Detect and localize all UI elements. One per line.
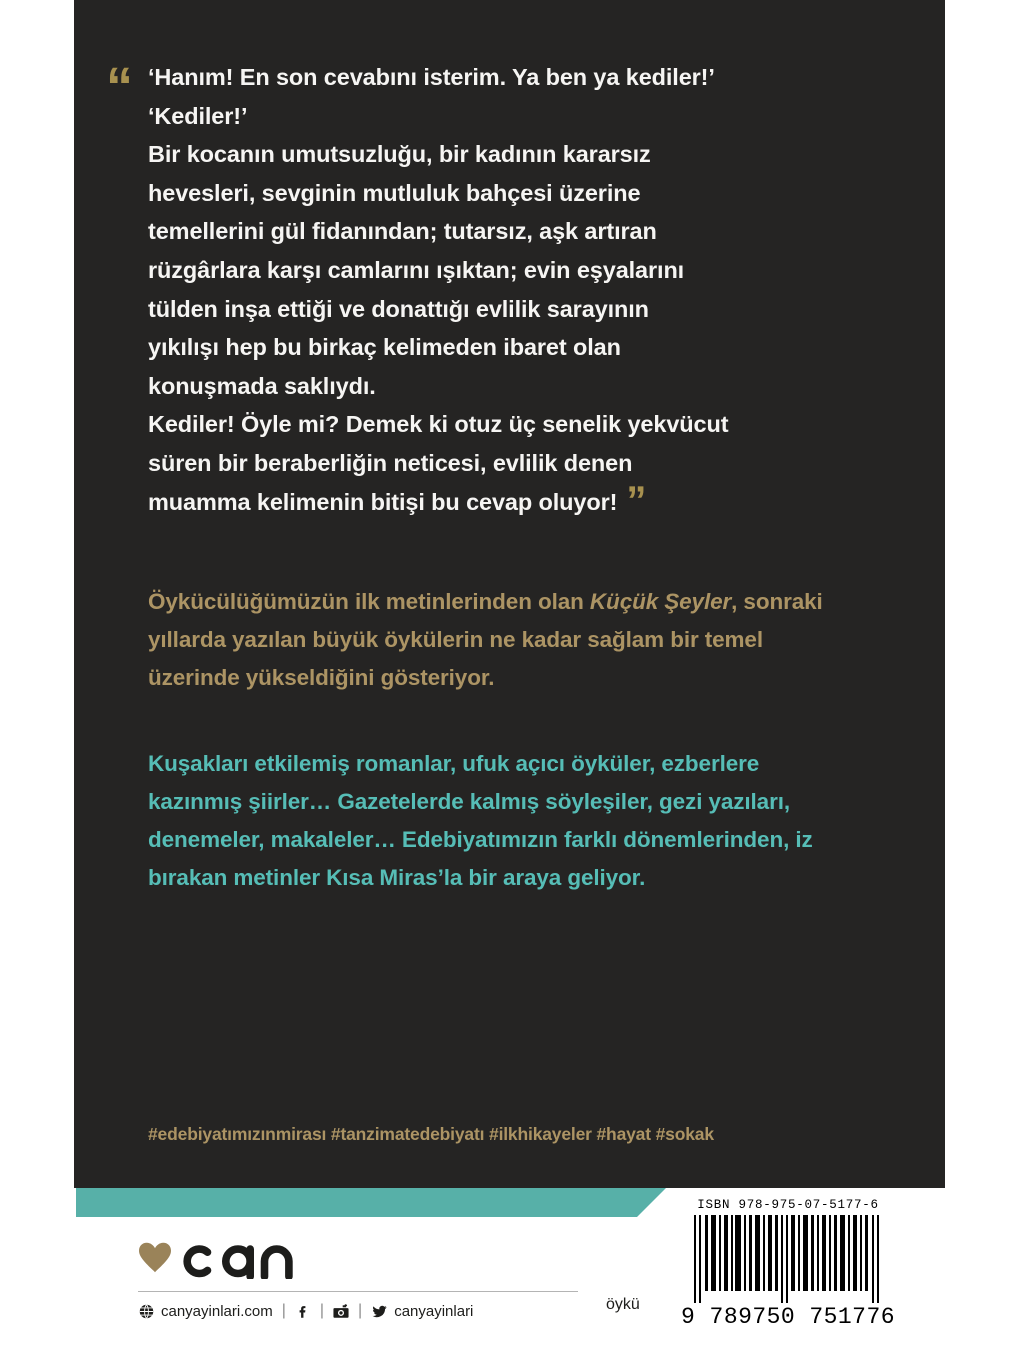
facebook-icon[interactable] bbox=[295, 1303, 311, 1319]
isbn-number-label: ISBN 978-975-07-5177-6 bbox=[697, 1198, 879, 1212]
book-title-italic: Küçük Şeyler bbox=[589, 589, 732, 614]
quote-text bbox=[76, 58, 729, 523]
isbn-barcode bbox=[680, 1190, 896, 1352]
blurb-teal-line: kazınmış şiirler… Gazetelerde kalmış söyleşiler, gezi yazıları, bbox=[148, 789, 791, 814]
publisher-block bbox=[138, 1232, 608, 1320]
quote-line: hevesleri, sevginin mutluluk bahçesi üzerine bbox=[148, 179, 641, 206]
social-links-row bbox=[138, 1302, 608, 1320]
quote-line: ‘Hanım! En son cevabını isterim. Ya ben ya kediler!’ bbox=[148, 64, 715, 90]
barcode-bars bbox=[690, 1215, 886, 1303]
instagram-icon[interactable] bbox=[333, 1303, 349, 1319]
blurb-paragraph-teal bbox=[148, 745, 868, 897]
quote-line: temellerini gül fidanından; tutarsız, aşk artıran bbox=[148, 218, 657, 245]
blurb-teal-line: Kuşakları etkilemiş romanlar, ufuk açıcı öyküler, ezberlere bbox=[148, 751, 760, 776]
quote-line: yıkılışı hep bu birkaç kelimeden ibaret olan bbox=[148, 334, 621, 361]
quote-line: ‘Kediler!’ bbox=[148, 102, 248, 129]
quote-line: konuşmada saklıydı. bbox=[148, 372, 376, 399]
social-handle-label[interactable]: canyayinlari bbox=[394, 1302, 474, 1320]
quote-line-text: muamma kelimenin bitişi bu cevap oluyor! bbox=[148, 488, 618, 515]
open-quote-icon: “ bbox=[106, 57, 132, 117]
quote-line: Bir kocanın umutsuzluğu, bir kadının kararsız bbox=[148, 141, 651, 168]
blurb-teal-line: denemeler, makaleler… Edebiyatımızın farklı dönemlerinden, iz bbox=[148, 827, 813, 852]
quote-line: rüzgârlara karşı camlarını ışıktan; evin eşyalarını bbox=[148, 256, 685, 283]
quote-line-last: muamma kelimenin bitişi bu cevap oluyor! ” bbox=[148, 478, 647, 523]
blurb-tan-line-2: yıllarda yazılan büyük öykülerin ne kadar sağlam bir temel bbox=[148, 627, 763, 652]
heart-icon bbox=[138, 1242, 172, 1273]
quote-line: süren bir beraberliğin neticesi, evlilik denen bbox=[148, 449, 633, 476]
separator: | bbox=[358, 1302, 363, 1319]
hashtag-list: #edebiyatımızınmirası #tanzimatedebiyatı #ilkhikayeler #hayat #sokak bbox=[148, 1124, 714, 1144]
teal-banner-stripe bbox=[76, 1188, 666, 1217]
publisher-wordmark bbox=[181, 1235, 309, 1279]
twitter-icon[interactable] bbox=[371, 1303, 387, 1319]
blurb-tan-line1-after: , sonraki bbox=[731, 589, 823, 614]
blurb-paragraph-tan bbox=[148, 583, 848, 697]
barcode-digits: 9 789750 751776 bbox=[681, 1304, 895, 1330]
globe-icon[interactable] bbox=[138, 1303, 154, 1319]
separator: | bbox=[281, 1302, 286, 1319]
separator: | bbox=[319, 1302, 325, 1319]
blurb-tan-line-3: üzerinde yükseldiğini gösteriyor. bbox=[148, 665, 495, 690]
blurb-tan-line1-before: Öykücülüğümüzün ilk metinlerinden olan bbox=[148, 589, 590, 614]
pull-quote bbox=[76, 57, 729, 523]
quote-line: Kediler! Öyle mi? Demek ki otuz üç senelik yekvücut bbox=[148, 411, 729, 438]
quote-line: tülden inşa ettiği ve donattığı evlilik sarayının bbox=[148, 295, 649, 322]
website-label[interactable]: canyayinlari.com bbox=[161, 1302, 273, 1320]
blurb-teal-line: bırakan metinler Kısa Miras’la bir araya geliyor. bbox=[148, 865, 646, 890]
publisher-divider bbox=[138, 1291, 578, 1292]
genre-label: öykü bbox=[606, 1296, 640, 1313]
blurb-tan-line-1 bbox=[148, 583, 848, 621]
publisher-logo bbox=[138, 1232, 608, 1282]
